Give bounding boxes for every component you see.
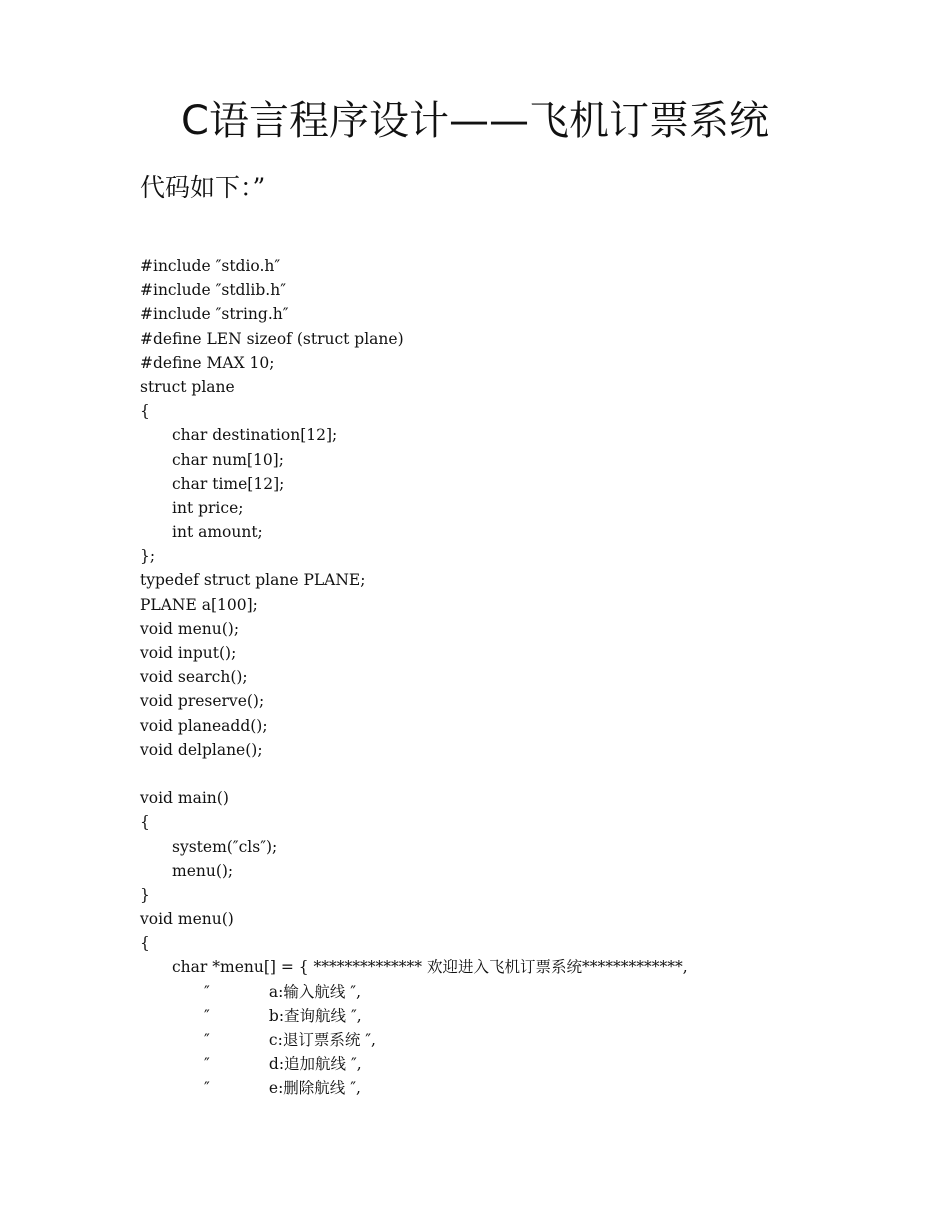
code-line: #include ″string.h″: [140, 305, 289, 324]
code-line: void search();: [140, 668, 248, 687]
code-line: {: [140, 934, 150, 953]
document-title: C语言程序设计——飞机订票系统: [181, 98, 769, 144]
code-line: ″ e:删除航线 ″,: [204, 1079, 361, 1098]
code-listing: [140, 254, 930, 1101]
code-line: char num[10];: [172, 450, 284, 469]
code-line: #include ″stdio.h″: [140, 257, 281, 275]
code-line: void delplane();: [140, 740, 263, 759]
code-line: void menu(): [140, 910, 234, 929]
code-line: void input();: [140, 644, 237, 662]
code-line: {: [140, 402, 150, 421]
code-line: #include ″stdlib.h″: [140, 281, 287, 300]
code-line: char destination[12];: [172, 426, 338, 445]
code-line: PLANE a[100];: [140, 595, 258, 614]
code-line: };: [140, 547, 156, 566]
code-line: void preserve();: [140, 692, 265, 711]
code-line: ″ c:退订票系统 ″,: [204, 1031, 376, 1049]
document-subtitle: 代码如下：”: [140, 173, 266, 202]
code-line: char time[12];: [172, 474, 285, 493]
code-line: [140, 762, 930, 786]
code-line: ″ d:追加航线 ″,: [204, 1055, 362, 1074]
code-line: system(″cls″);: [172, 837, 278, 856]
code-line: #define LEN sizeof (struct plane): [140, 329, 404, 348]
code-line: void menu();: [140, 619, 240, 638]
code-line: {: [140, 813, 150, 832]
code-line: ″ b:查询航线 ″,: [204, 1006, 362, 1025]
code-line: struct plane: [140, 377, 235, 396]
code-line: typedef struct plane PLANE;: [140, 571, 366, 590]
code-line: int price;: [172, 498, 244, 517]
code-line: #define MAX 10;: [140, 353, 275, 372]
code-line: menu();: [172, 861, 234, 880]
code-line: void main(): [140, 789, 229, 808]
code-line: int amount;: [172, 523, 263, 542]
code-line: void planeadd();: [140, 716, 268, 735]
code-line: char *menu[] = { ************** 欢迎进入飞机订票系统*************,: [172, 958, 688, 977]
code-line: }: [140, 885, 150, 904]
code-line: ″ a:输入航线 ″,: [204, 982, 362, 1001]
